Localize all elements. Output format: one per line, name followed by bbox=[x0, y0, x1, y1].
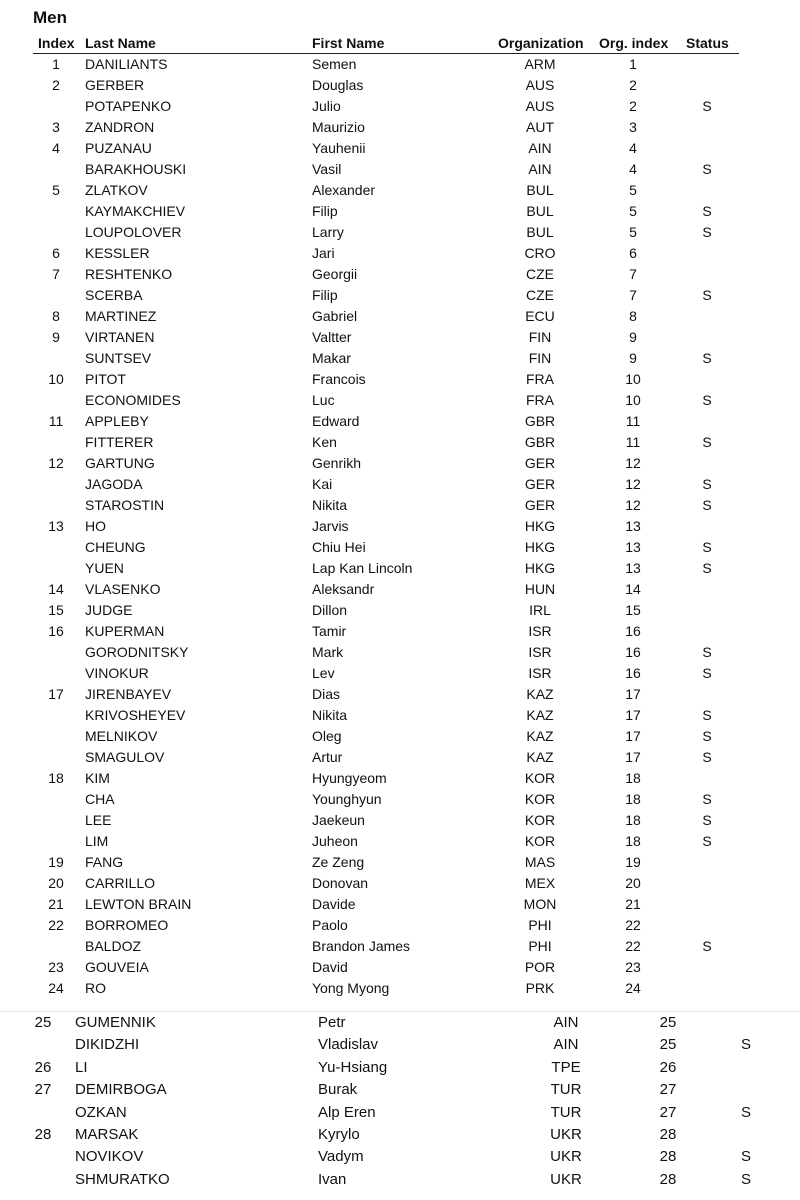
row-org-index: 16 bbox=[625, 644, 641, 660]
row-organization: POR bbox=[524, 959, 556, 975]
row-index: 5 bbox=[52, 182, 60, 198]
row-organization: ISR bbox=[528, 644, 552, 660]
row-org-index: 11 bbox=[625, 413, 641, 429]
row-last-name: ZANDRON bbox=[85, 119, 155, 135]
row-last-name: NOVIKOV bbox=[75, 1148, 144, 1166]
row-first-name: Kai bbox=[312, 476, 333, 492]
row-status: S bbox=[740, 1103, 751, 1121]
row-last-name: BALDOZ bbox=[85, 938, 142, 954]
row-last-name: VIRTANEN bbox=[85, 329, 155, 345]
row-first-name: Vadym bbox=[318, 1148, 364, 1166]
row-first-name: Luc bbox=[312, 392, 335, 408]
row-status: S bbox=[702, 539, 712, 555]
row-status: S bbox=[702, 644, 712, 660]
row-org-index: 27 bbox=[659, 1081, 677, 1099]
row-last-name: RO bbox=[85, 980, 106, 996]
row-index: 28 bbox=[34, 1126, 52, 1143]
row-org-index: 21 bbox=[625, 896, 641, 912]
row-first-name: Julio bbox=[312, 98, 341, 114]
row-index: 10 bbox=[48, 371, 64, 387]
row-status: S bbox=[702, 812, 712, 828]
row-last-name: JIRENBAYEV bbox=[85, 686, 172, 702]
row-organization: HUN bbox=[524, 581, 556, 597]
row-last-name: STAROSTIN bbox=[85, 497, 165, 513]
row-last-name: MELNIKOV bbox=[85, 728, 158, 744]
row-organization: KOR bbox=[524, 791, 556, 807]
row-last-name: DIKIDZHI bbox=[75, 1036, 140, 1054]
row-organization: UKR bbox=[550, 1126, 582, 1143]
row-first-name: Ivan bbox=[318, 1170, 347, 1188]
row-organization: KOR bbox=[524, 833, 556, 849]
row-first-name: David bbox=[312, 959, 348, 975]
row-organization: FRA bbox=[526, 371, 554, 387]
row-first-name: Aleksandr bbox=[312, 581, 375, 597]
column-header-last-name: Last Name bbox=[85, 35, 156, 51]
row-first-name: Hyungyeom bbox=[312, 770, 387, 786]
row-first-name: Yu-Hsiang bbox=[318, 1058, 388, 1076]
row-last-name: GOUVEIA bbox=[85, 959, 149, 975]
row-org-index: 5 bbox=[629, 224, 637, 240]
row-last-name: JUDGE bbox=[85, 602, 133, 618]
row-status: S bbox=[702, 791, 712, 807]
row-org-index: 6 bbox=[629, 245, 637, 261]
row-last-name: KUPERMAN bbox=[85, 623, 165, 639]
row-first-name: Francois bbox=[312, 371, 366, 387]
header-rule bbox=[33, 53, 739, 54]
row-organization: AIN bbox=[553, 1036, 579, 1054]
row-first-name: Artur bbox=[312, 749, 343, 765]
row-org-index: 17 bbox=[625, 686, 641, 702]
row-organization: CZE bbox=[526, 287, 554, 303]
row-index: 14 bbox=[48, 581, 64, 597]
row-organization: GBR bbox=[524, 413, 556, 429]
row-organization: AIN bbox=[553, 1014, 579, 1031]
row-organization: FIN bbox=[528, 350, 552, 366]
row-first-name: Ken bbox=[312, 434, 337, 450]
row-status: S bbox=[702, 161, 712, 177]
row-status: S bbox=[702, 665, 712, 681]
row-last-name: VINOKUR bbox=[85, 665, 149, 681]
row-org-index: 15 bbox=[625, 602, 641, 618]
row-last-name: RESHTENKO bbox=[85, 266, 173, 282]
row-status: S bbox=[702, 497, 712, 513]
row-first-name: Juheon bbox=[312, 833, 358, 849]
row-org-index: 25 bbox=[659, 1014, 677, 1031]
row-first-name: Mark bbox=[312, 644, 344, 660]
row-organization: TUR bbox=[550, 1103, 582, 1121]
row-org-index: 10 bbox=[625, 371, 641, 387]
row-organization: MEX bbox=[524, 875, 556, 891]
row-status: S bbox=[702, 560, 712, 576]
row-status: S bbox=[702, 98, 712, 114]
row-organization: TUR bbox=[550, 1081, 582, 1099]
row-status: S bbox=[702, 476, 712, 492]
row-organization: KOR bbox=[524, 770, 556, 786]
row-first-name: Paolo bbox=[312, 917, 348, 933]
row-last-name: PITOT bbox=[85, 371, 126, 387]
row-organization: CZE bbox=[526, 266, 554, 282]
row-org-index: 10 bbox=[625, 392, 641, 408]
row-last-name: LOUPOLOVER bbox=[85, 224, 182, 240]
column-header-first-name: First Name bbox=[312, 35, 385, 51]
row-first-name: Nikita bbox=[312, 707, 348, 723]
row-last-name: CHA bbox=[85, 791, 115, 807]
row-organization: GER bbox=[524, 455, 556, 471]
row-org-index: 13 bbox=[625, 560, 641, 576]
row-last-name: JAGODA bbox=[85, 476, 143, 492]
row-org-index: 4 bbox=[629, 140, 637, 156]
row-first-name: Jarvis bbox=[312, 518, 349, 534]
row-index: 18 bbox=[48, 770, 64, 786]
row-organization: KAZ bbox=[526, 686, 554, 702]
row-org-index: 24 bbox=[625, 980, 641, 996]
row-org-index: 14 bbox=[625, 581, 641, 597]
row-index: 21 bbox=[48, 896, 64, 912]
row-organization: GBR bbox=[524, 434, 556, 450]
row-organization: PHI bbox=[528, 938, 552, 954]
row-last-name: GERBER bbox=[85, 77, 145, 93]
row-index: 16 bbox=[48, 623, 64, 639]
row-organization: AIN bbox=[528, 161, 552, 177]
row-org-index: 2 bbox=[629, 77, 637, 93]
row-status: S bbox=[702, 833, 712, 849]
row-organization: GER bbox=[524, 476, 556, 492]
row-org-index: 7 bbox=[629, 266, 637, 282]
row-org-index: 28 bbox=[659, 1148, 677, 1166]
row-organization: GER bbox=[524, 497, 556, 513]
row-last-name: CHEUNG bbox=[85, 539, 146, 555]
column-header-org-index: Org. index bbox=[599, 35, 669, 51]
row-org-index: 13 bbox=[625, 518, 641, 534]
row-first-name: Dias bbox=[312, 686, 341, 702]
row-status: S bbox=[702, 203, 712, 219]
row-last-name: APPLEBY bbox=[85, 413, 149, 429]
row-last-name: GORODNITSKY bbox=[85, 644, 189, 660]
row-org-index: 7 bbox=[629, 287, 637, 303]
row-last-name: ECONOMIDES bbox=[85, 392, 181, 408]
row-org-index: 12 bbox=[625, 455, 641, 471]
row-organization: HKG bbox=[524, 539, 556, 555]
row-org-index: 16 bbox=[625, 623, 641, 639]
row-index: 3 bbox=[52, 119, 60, 135]
section-divider bbox=[0, 1011, 800, 1012]
row-last-name: FANG bbox=[85, 854, 124, 870]
row-org-index: 22 bbox=[625, 938, 641, 954]
row-org-index: 18 bbox=[625, 791, 641, 807]
row-organization: TPE bbox=[551, 1058, 581, 1076]
row-first-name: Lev bbox=[312, 665, 335, 681]
row-first-name: Valtter bbox=[312, 329, 352, 345]
row-org-index: 12 bbox=[625, 476, 641, 492]
row-last-name: LI bbox=[75, 1058, 88, 1076]
row-index: 9 bbox=[52, 329, 60, 345]
row-last-name: LEE bbox=[85, 812, 112, 828]
row-first-name: Nikita bbox=[312, 497, 348, 513]
row-last-name: SMAGULOV bbox=[85, 749, 165, 765]
row-index: 20 bbox=[48, 875, 64, 891]
row-org-index: 25 bbox=[659, 1036, 677, 1054]
row-organization: ISR bbox=[528, 665, 552, 681]
row-organization: IRL bbox=[529, 602, 551, 618]
row-last-name: YUEN bbox=[85, 560, 124, 576]
row-first-name: Burak bbox=[318, 1081, 358, 1099]
row-index: 12 bbox=[48, 455, 64, 471]
row-organization: ECU bbox=[525, 308, 555, 324]
row-index: 6 bbox=[52, 245, 60, 261]
row-status: S bbox=[702, 287, 712, 303]
row-first-name: Makar bbox=[312, 350, 351, 366]
row-organization: KAZ bbox=[526, 707, 554, 723]
row-last-name: PUZANAU bbox=[85, 140, 152, 156]
row-status: S bbox=[702, 392, 712, 408]
row-index: 11 bbox=[48, 413, 64, 429]
row-organization: UKR bbox=[550, 1148, 582, 1166]
row-index: 4 bbox=[52, 140, 60, 156]
row-first-name: Lap Kan Lincoln bbox=[312, 560, 413, 576]
row-status: S bbox=[702, 707, 712, 723]
row-first-name: Filip bbox=[312, 287, 338, 303]
row-org-index: 20 bbox=[625, 875, 641, 891]
row-org-index: 11 bbox=[625, 434, 641, 450]
row-last-name: DANILIANTS bbox=[85, 56, 168, 72]
row-organization: CRO bbox=[524, 245, 556, 261]
column-header-status: Status bbox=[686, 35, 729, 51]
row-first-name: Filip bbox=[312, 203, 338, 219]
row-org-index: 17 bbox=[625, 749, 641, 765]
row-organization: KAZ bbox=[526, 749, 554, 765]
row-index: 8 bbox=[52, 308, 60, 324]
row-last-name: FITTERER bbox=[85, 434, 154, 450]
row-first-name: Brandon James bbox=[312, 938, 411, 954]
row-first-name: Gabriel bbox=[312, 308, 358, 324]
row-org-index: 5 bbox=[629, 203, 637, 219]
row-index: 26 bbox=[34, 1058, 52, 1076]
row-org-index: 28 bbox=[659, 1126, 677, 1143]
row-org-index: 12 bbox=[625, 497, 641, 513]
row-last-name: KRIVOSHEYEV bbox=[85, 707, 186, 723]
row-status: S bbox=[702, 938, 712, 954]
row-org-index: 17 bbox=[625, 728, 641, 744]
row-org-index: 5 bbox=[629, 182, 637, 198]
row-first-name: Maurizio bbox=[312, 119, 365, 135]
row-first-name: Larry bbox=[312, 224, 344, 240]
row-org-index: 26 bbox=[659, 1058, 677, 1076]
row-org-index: 27 bbox=[659, 1103, 677, 1121]
row-organization: ISR bbox=[528, 623, 552, 639]
row-last-name: BORROMEO bbox=[85, 917, 169, 933]
row-index: 15 bbox=[48, 602, 64, 618]
row-org-index: 1 bbox=[629, 56, 637, 72]
row-organization: MON bbox=[523, 896, 557, 912]
row-status: S bbox=[702, 728, 712, 744]
row-last-name: VLASENKO bbox=[85, 581, 161, 597]
row-status: S bbox=[702, 434, 712, 450]
row-org-index: 9 bbox=[629, 329, 637, 345]
row-index: 17 bbox=[48, 686, 64, 702]
row-first-name: Davide bbox=[312, 896, 356, 912]
row-first-name: Ze Zeng bbox=[312, 854, 365, 870]
row-index: 25 bbox=[34, 1014, 52, 1031]
row-organization: BUL bbox=[526, 224, 554, 240]
row-last-name: GARTUNG bbox=[85, 455, 155, 471]
row-organization: BUL bbox=[526, 203, 554, 219]
column-header-organization: Organization bbox=[498, 35, 584, 51]
row-index: 7 bbox=[52, 266, 60, 282]
row-index: 13 bbox=[48, 518, 64, 534]
row-first-name: Semen bbox=[312, 56, 357, 72]
row-index: 22 bbox=[48, 917, 64, 933]
row-first-name: Edward bbox=[312, 413, 360, 429]
row-first-name: Jari bbox=[312, 245, 335, 261]
row-organization: AUT bbox=[526, 119, 554, 135]
row-last-name: LIM bbox=[85, 833, 109, 849]
row-organization: KAZ bbox=[526, 728, 554, 744]
row-org-index: 19 bbox=[625, 854, 641, 870]
row-organization: BUL bbox=[526, 182, 554, 198]
row-organization: AUS bbox=[525, 77, 555, 93]
row-first-name: Alexander bbox=[312, 182, 376, 198]
row-first-name: Yong Myong bbox=[312, 980, 390, 996]
row-org-index: 17 bbox=[625, 707, 641, 723]
row-first-name: Petr bbox=[318, 1014, 346, 1031]
row-org-index: 18 bbox=[625, 833, 641, 849]
row-last-name: HO bbox=[85, 518, 106, 534]
row-organization: PHI bbox=[528, 917, 552, 933]
row-first-name: Georgii bbox=[312, 266, 358, 282]
row-status: S bbox=[702, 224, 712, 240]
row-index: 24 bbox=[48, 980, 64, 996]
row-organization: HKG bbox=[524, 560, 556, 576]
row-first-name: Tamir bbox=[312, 623, 347, 639]
row-last-name: KIM bbox=[85, 770, 110, 786]
row-status: S bbox=[702, 350, 712, 366]
row-last-name: OZKAN bbox=[75, 1103, 127, 1121]
row-first-name: Genrikh bbox=[312, 455, 362, 471]
row-index: 1 bbox=[52, 56, 60, 72]
row-last-name: KAYMAKCHIEV bbox=[85, 203, 186, 219]
row-organization: UKR bbox=[550, 1170, 582, 1188]
row-organization: PRK bbox=[525, 980, 555, 996]
row-last-name: CARRILLO bbox=[85, 875, 156, 891]
row-organization: AUS bbox=[525, 98, 555, 114]
row-index: 19 bbox=[48, 854, 64, 870]
row-first-name: Donovan bbox=[312, 875, 369, 891]
column-header-index: Index bbox=[38, 35, 75, 51]
row-index: 2 bbox=[52, 77, 60, 93]
row-org-index: 13 bbox=[625, 539, 641, 555]
row-org-index: 8 bbox=[629, 308, 637, 324]
row-last-name: SCERBA bbox=[85, 287, 143, 303]
row-last-name: POTAPENKO bbox=[85, 98, 172, 114]
row-last-name: DEMIRBOGA bbox=[75, 1081, 167, 1099]
row-org-index: 23 bbox=[625, 959, 641, 975]
row-first-name: Vladislav bbox=[318, 1036, 379, 1054]
row-first-name: Younghyun bbox=[312, 791, 382, 807]
row-last-name: SUNTSEV bbox=[85, 350, 152, 366]
row-organization: KOR bbox=[524, 812, 556, 828]
row-last-name: SHMURATKO bbox=[75, 1170, 170, 1188]
row-organization: FRA bbox=[526, 392, 554, 408]
row-first-name: Chiu Hei bbox=[312, 539, 366, 555]
row-org-index: 4 bbox=[629, 161, 637, 177]
row-organization: FIN bbox=[528, 329, 552, 345]
row-organization: MAS bbox=[524, 854, 556, 870]
row-org-index: 18 bbox=[625, 812, 641, 828]
row-organization: ARM bbox=[524, 56, 556, 72]
row-last-name: BARAKHOUSKI bbox=[85, 161, 187, 177]
row-first-name: Dillon bbox=[312, 602, 348, 618]
row-first-name: Douglas bbox=[312, 77, 364, 93]
row-status: S bbox=[740, 1036, 751, 1054]
row-last-name: MARSAK bbox=[75, 1126, 139, 1143]
row-org-index: 9 bbox=[629, 350, 637, 366]
row-org-index: 3 bbox=[629, 119, 637, 135]
row-index: 27 bbox=[34, 1081, 52, 1099]
row-org-index: 18 bbox=[625, 770, 641, 786]
row-status: S bbox=[702, 749, 712, 765]
row-last-name: KESSLER bbox=[85, 245, 150, 261]
row-organization: HKG bbox=[524, 518, 556, 534]
row-last-name: LEWTON BRAIN bbox=[85, 896, 192, 912]
row-org-index: 2 bbox=[629, 98, 637, 114]
row-first-name: Yauhenii bbox=[312, 140, 366, 156]
row-last-name: MARTINEZ bbox=[85, 308, 157, 324]
row-first-name: Oleg bbox=[312, 728, 342, 744]
row-first-name: Kyrylo bbox=[318, 1126, 360, 1143]
row-organization: AIN bbox=[528, 140, 552, 156]
row-org-index: 22 bbox=[625, 917, 641, 933]
row-index: 23 bbox=[48, 959, 64, 975]
row-org-index: 28 bbox=[659, 1170, 677, 1188]
row-first-name: Jaekeun bbox=[312, 812, 365, 828]
row-first-name: Vasil bbox=[312, 161, 342, 177]
row-org-index: 16 bbox=[625, 665, 641, 681]
row-first-name: Alp Eren bbox=[318, 1103, 376, 1121]
row-last-name: ZLATKOV bbox=[85, 182, 148, 198]
row-status: S bbox=[740, 1170, 751, 1188]
row-status: S bbox=[740, 1148, 751, 1166]
page-title: Men bbox=[33, 8, 67, 27]
row-last-name: GUMENNIK bbox=[75, 1014, 156, 1031]
